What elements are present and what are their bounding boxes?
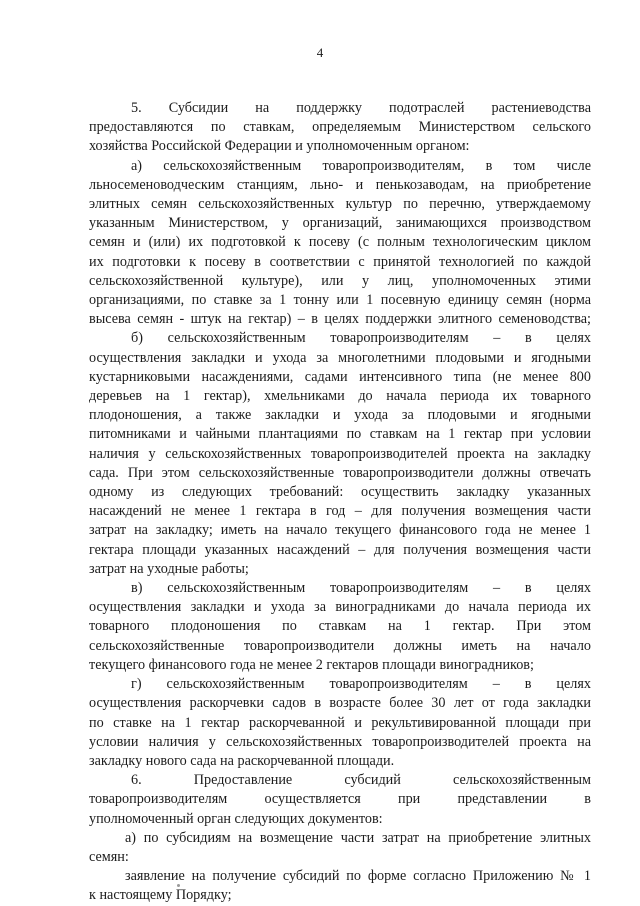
text-line: затрат на уходные работы; xyxy=(89,560,249,577)
document-body xyxy=(89,99,591,906)
text-line: насаждений не менее 1 гектара в год – для получения возмещения части xyxy=(89,503,591,520)
text-line: 5. Субсидии на поддержку подотраслей растениеводства xyxy=(131,100,591,116)
text-line: питомниками и чайными плантациями по ставкам на 1 гектар при условии xyxy=(89,426,591,443)
text-line: элитных семян сельскохозяйственных культур по перечню, утверждаемому xyxy=(89,196,591,213)
text-line: сельскохозяйственные товаропроизводители должны иметь на начало xyxy=(89,637,591,654)
text-line: осуществления закладки и ухода за многолетними плодовыми и ягодными xyxy=(89,349,591,366)
text-line: уполномоченный орган следующих документов: xyxy=(89,810,383,827)
scan-speck xyxy=(177,884,180,887)
text-line: г) сельскохозяйственным товаропроизводителям – в целях xyxy=(131,676,591,693)
text-line: б) сельскохозяйственным товаропроизводителям – в целях xyxy=(131,330,591,347)
text-line: организациями, по ставке за 1 тонну или 1 посевную единицу семян (норма xyxy=(89,292,591,309)
text-line: 6. Предоставление субсидий сельскохозяйственным xyxy=(131,772,591,789)
text-line: гектара площади указанных насаждений – для получения возмещения части xyxy=(89,541,591,558)
text-line: а) сельскохозяйственным товаропроизводителям, в том числе xyxy=(131,157,591,174)
text-line: а) по субсидиям на возмещение части затрат на приобретение элитных xyxy=(125,829,591,846)
text-line: одному из следующих требований: осуществить закладку указанных xyxy=(89,484,591,501)
text-line: по ставке на 1 гектар раскорчеванной и рекультивированной площади при xyxy=(89,714,591,731)
text-line: семян и (или) их подготовкой к посеву (с полным технологическим циклом xyxy=(89,234,591,251)
text-line: плодоношения, а также закладки и ухода за плодовыми и ягодными xyxy=(89,407,591,424)
text-line: их подготовки к посеву в соответствии с принятой технологией по каждой xyxy=(89,253,591,270)
text-line: кустарниковыми насаждениями, садами интенсивного типа (не менее 800 xyxy=(89,368,591,385)
text-line: предоставляются по ставкам, определяемым Министерством сельского xyxy=(89,119,591,136)
text-line: условии наличия у сельскохозяйственных товаропроизводителей проекта на xyxy=(89,733,591,750)
text-line: затрат на закладку; иметь на начало текущего финансового года не менее 1 xyxy=(89,522,591,539)
page-number: 4 xyxy=(316,45,324,60)
text-line: семян: xyxy=(89,848,129,865)
text-line: деревьев на 1 гектар), хмельниками до начала периода их товарного xyxy=(89,388,591,405)
text-line: к настоящему Порядку; xyxy=(89,887,232,904)
text-line: сельскохозяйственной культуре), или у лиц, уполномоченных этими xyxy=(89,272,591,289)
text-line: наличия у сельскохозяйственных товаропроизводителей проекта на закладку xyxy=(89,445,591,462)
text-line: закладку нового сада на раскорчеванной площади. xyxy=(89,752,395,769)
text-line: товаропроизводителям осуществляется при представлении в xyxy=(89,791,591,808)
text-line: осуществления закладки и ухода за виноградниками до начала периода их xyxy=(89,599,591,616)
text-line: льносеменоводческим станциям, льно- и пенькозаводам, на приобретение xyxy=(89,176,591,193)
text-line: сада. При этом сельскохозяйственные товаропроизводители должны отвечать xyxy=(89,464,591,481)
text-line: хозяйства Российской Федерации и уполномоченным органом: xyxy=(89,138,470,155)
text-line: текущего финансового года не менее 2 гектаров площади виноградников; xyxy=(89,656,534,673)
text-line: товарного плодоношения по ставкам на 1 гектар. При этом xyxy=(89,618,591,635)
text-line: заявление на получение субсидий по форме согласно Приложению № 1 xyxy=(125,868,591,885)
text-line: указанным Министерством, у организаций, занимающихся производством xyxy=(89,215,591,232)
text-line: в) сельскохозяйственным товаропроизводителям – в целях xyxy=(131,580,591,597)
text-line: осуществления раскорчевки садов в возрасте более 30 лет от года закладки xyxy=(89,695,591,712)
text-line: высева семян - штук на гектар) – в целях поддержки элитного семеноводства; xyxy=(89,311,591,328)
